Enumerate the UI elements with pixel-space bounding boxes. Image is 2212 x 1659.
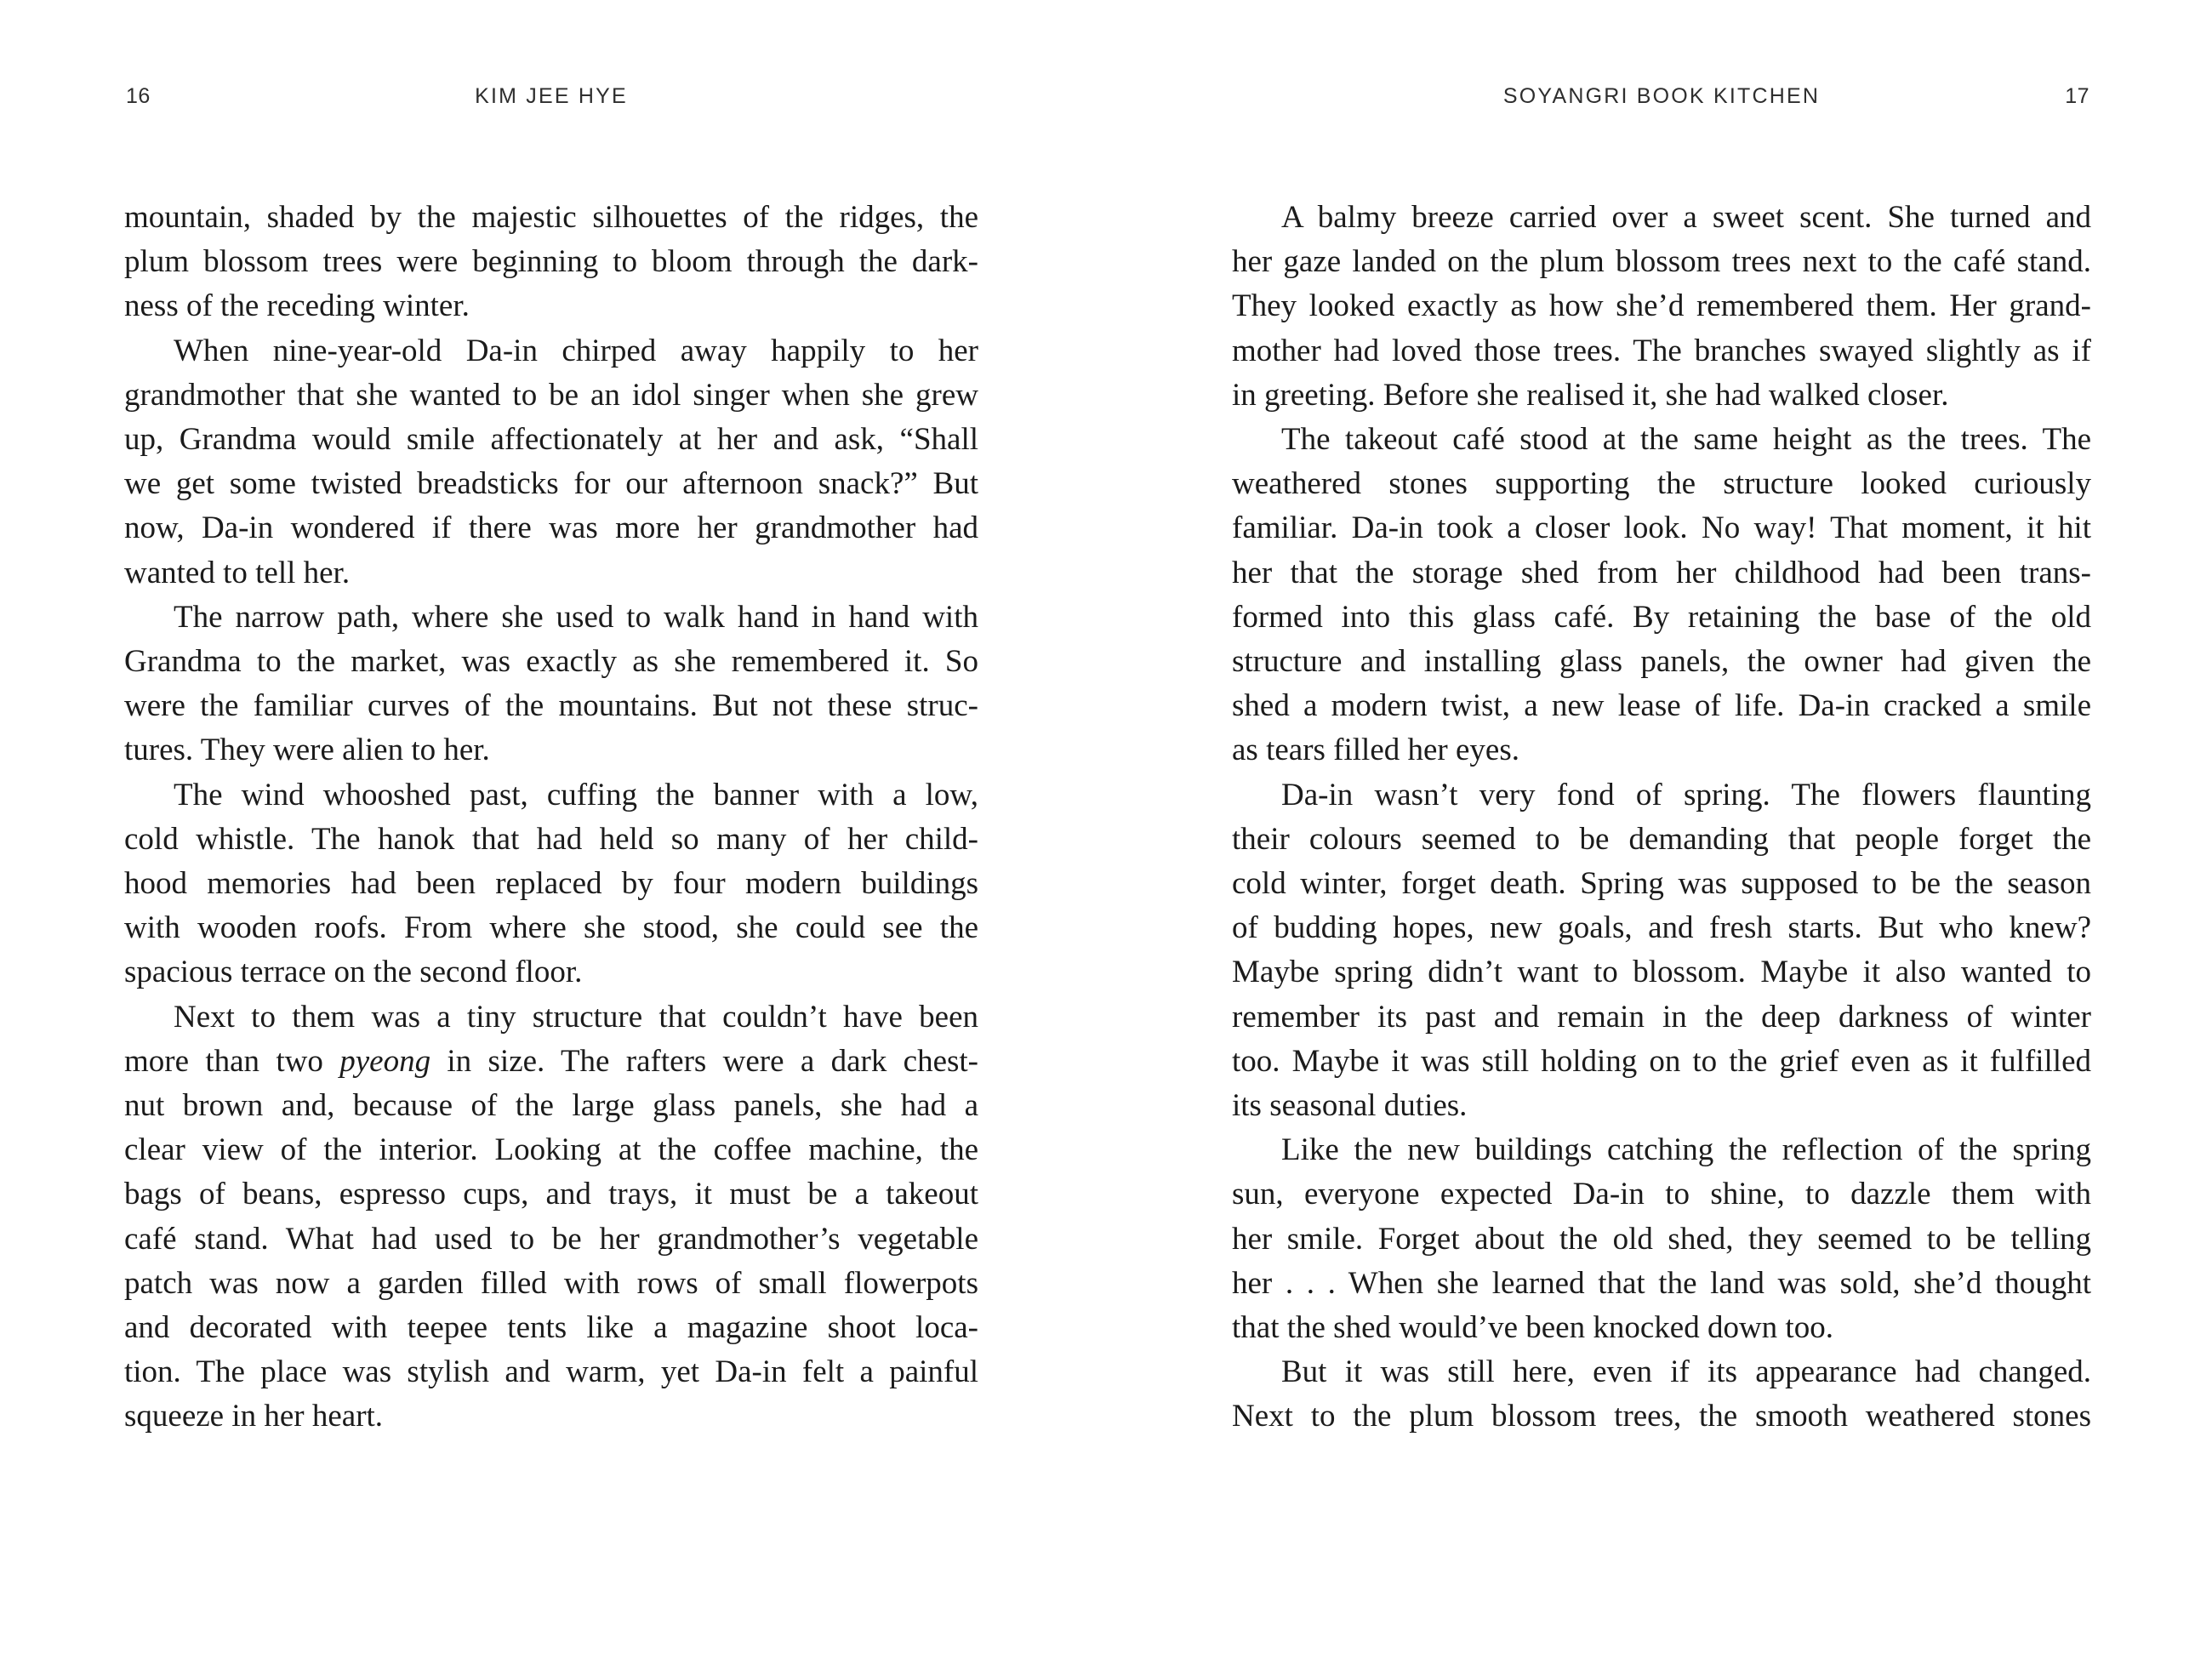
text-line: weathered stones supporting the structure looked curiously: [1232, 466, 2091, 502]
text-line: plum blossom trees were beginning to bloom through the dark-: [124, 244, 978, 280]
text-line: of budding hopes, new goals, and fresh starts. But who knew?: [1232, 910, 2091, 946]
left-page-number: 16: [126, 84, 151, 108]
text-line: as tears filled her eyes.: [1232, 733, 1519, 768]
text-line: their colours seemed to be demanding that people forget the: [1232, 821, 2091, 857]
right-running-head: [1232, 84, 2091, 113]
text-line: her smile. Forget about the old shed, they seemed to be telling: [1232, 1221, 2091, 1257]
text-line: mother had loved those trees. The branches swayed slightly as if: [1232, 333, 2091, 368]
text-line: nut brown and, because of the large glass panels, she had a: [124, 1088, 978, 1124]
text-line: familiar. Da-in took a closer look. No way! That moment, it hit: [1232, 510, 2091, 546]
text-line: patch was now a garden filled with rows of small flowerpots: [124, 1265, 978, 1301]
left-page-body-text: [124, 196, 978, 1440]
text-line: structure and installing glass panels, the owner had given the: [1232, 644, 2091, 680]
right-page-number: 17: [2065, 84, 2089, 108]
text-line: They looked exactly as how she’d remembered them. Her grand-: [1232, 288, 2091, 324]
left-page: [124, 0, 978, 1659]
text-line: wanted to tell her.: [124, 555, 351, 590]
text-line: Da-in wasn’t very fond of spring. The flowers flaunting: [1281, 777, 2091, 812]
text-line: grandmother that she wanted to be an idol singer when she grew: [124, 377, 978, 413]
text-line: formed into this glass café. By retaining the base of the old: [1232, 599, 2091, 635]
text-line: squeeze in her heart.: [124, 1399, 384, 1434]
text-line: sun, everyone expected Da-in to shine, to dazzle them with: [1232, 1177, 2091, 1212]
text-line: her that the storage shed from her childhood had been trans-: [1232, 555, 2091, 590]
right-running-header: SOYANGRI BOOK KITCHEN: [1502, 84, 1821, 108]
text-line: her . . . When she learned that the land was sold, she’d thought: [1232, 1265, 2091, 1301]
text-line: The narrow path, where she used to walk hand in hand with: [174, 599, 978, 635]
text-line: in greeting. Before she realised it, she had walked closer.: [1232, 377, 1949, 413]
text-line: hood memories had been replaced by four modern buildings: [124, 866, 978, 902]
text-line: shed a modern twist, a new lease of life. Da-in cracked a smile: [1232, 688, 2091, 724]
text-line: tion. The place was stylish and warm, yet Da-in felt a painful: [124, 1354, 978, 1390]
text-line: But it was still here, even if its appearance had changed.: [1281, 1354, 2091, 1390]
text-line: cold winter, forget death. Spring was supposed to be the season: [1232, 866, 2091, 902]
text-line: bags of beans, espresso cups, and trays, it must be a takeout: [124, 1177, 978, 1212]
text-line: too. Maybe it was still holding on to the grief even as it fulfilled: [1232, 1043, 2091, 1079]
text-line: cold whistle. The hanok that had held so many of her child-: [124, 821, 978, 857]
text-line: we get some twisted breadsticks for our afternoon snack?” But: [124, 466, 978, 502]
text-line: her gaze landed on the plum blossom trees next to the café stand.: [1232, 244, 2091, 280]
right-page: [1232, 0, 2091, 1659]
text-line: Maybe spring didn’t want to blossom. Maybe it also wanted to: [1232, 955, 2091, 990]
text-line: more than two pyeong in size. The rafters were a dark chest-: [124, 1043, 978, 1079]
text-line: tures. They were alien to her.: [124, 733, 490, 768]
text-line: up, Grandma would smile affectionately at her and ask, “Shall: [124, 422, 978, 458]
text-line: its seasonal duties.: [1232, 1088, 1468, 1124]
text-line: remember its past and remain in the deep darkness of winter: [1232, 999, 2091, 1035]
text-line: with wooden roofs. From where she stood, she could see the: [124, 910, 978, 946]
text-line: spacious terrace on the second floor.: [124, 955, 583, 990]
left-running-header: KIM JEE HYE: [475, 84, 628, 108]
text-line: mountain, shaded by the majestic silhouettes of the ridges, the: [124, 200, 978, 235]
text-line: Next to them was a tiny structure that couldn’t have been: [174, 999, 978, 1035]
text-line: Grandma to the market, was exactly as she remembered it. So: [124, 644, 978, 680]
text-line: When nine-year-old Da-in chirped away happily to her: [174, 333, 978, 368]
text-line: clear view of the interior. Looking at the coffee machine, the: [124, 1132, 978, 1168]
text-line: Next to the plum blossom trees, the smooth weathered stones: [1232, 1399, 2091, 1434]
text-line: now, Da-in wondered if there was more her grandmother had: [124, 510, 978, 546]
left-running-head: [124, 84, 978, 113]
text-line: café stand. What had used to be her grandmother’s vegetable: [124, 1221, 978, 1257]
text-line: A balmy breeze carried over a sweet scent. She turned and: [1281, 200, 2091, 235]
text-line: were the familiar curves of the mountains. But not these struc-: [124, 688, 978, 724]
text-line: and decorated with teepee tents like a magazine shoot loca-: [124, 1310, 978, 1346]
right-page-body-text: [1232, 196, 2091, 1440]
text-line: Like the new buildings catching the reflection of the spring: [1281, 1132, 2091, 1168]
text-line: The takeout café stood at the same height as the trees. The: [1281, 422, 2091, 458]
text-line: The wind whooshed past, cuffing the banner with a low,: [174, 777, 978, 812]
text-line: that the shed would’ve been knocked down too.: [1232, 1310, 1833, 1346]
text-line: ness of the receding winter.: [124, 288, 470, 324]
